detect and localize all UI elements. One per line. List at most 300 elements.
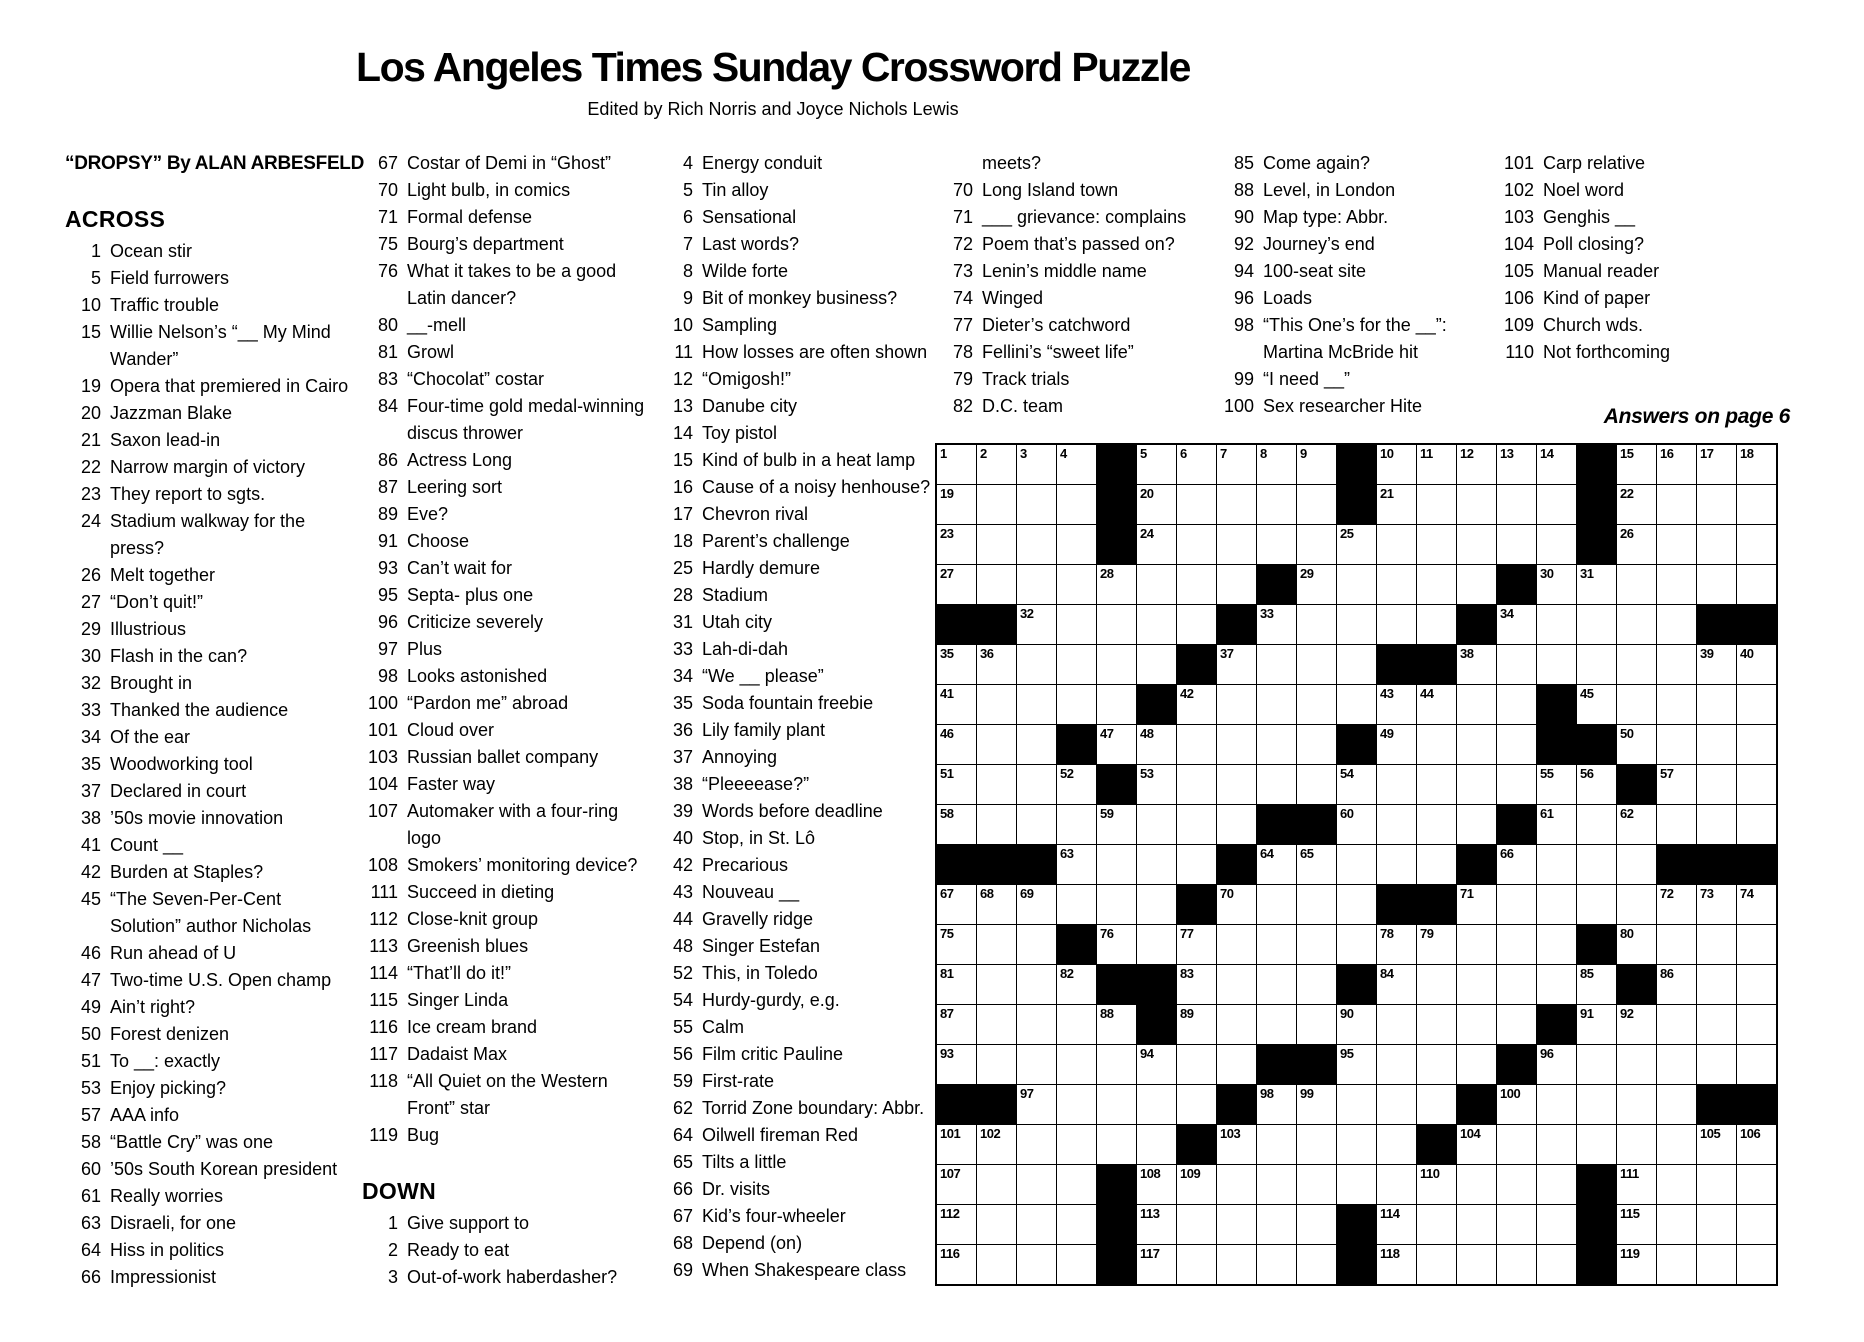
clue-text: Hurdy-gurdy, e.g. (702, 990, 840, 1010)
grid-cell-number: 23 (940, 526, 954, 541)
grid-cell (1457, 1125, 1496, 1164)
grid-cell (977, 805, 1016, 844)
clue-down-82 (937, 393, 1229, 420)
grid-cell (977, 525, 1016, 564)
grid-cell (1137, 845, 1176, 884)
grid-cell (1137, 445, 1176, 484)
clue-number: 118 (369, 1071, 398, 1091)
clue-number: 5 (90, 268, 101, 288)
grid-cell-number: 2 (980, 446, 987, 461)
grid-cell-number: 97 (1020, 1086, 1034, 1101)
clue-number: 79 (952, 369, 973, 389)
grid-cell-black (1417, 645, 1456, 684)
clue-number: 38 (80, 808, 101, 828)
clue-text: Bit of monkey business? (702, 288, 898, 308)
clue-number: 78 (952, 342, 973, 362)
clue-number: 117 (369, 1044, 398, 1064)
grid-cell (937, 805, 976, 844)
clue-text: Torrid Zone boundary: Abbr. (702, 1098, 925, 1118)
grid-cell (1017, 565, 1056, 604)
grid-cell-number: 44 (1420, 686, 1434, 701)
clue-text: Faster way (407, 774, 496, 794)
clue-down-103 (1498, 204, 1790, 231)
clue-number: 73 (952, 261, 973, 281)
grid-cell-number: 72 (1660, 886, 1674, 901)
clue-across-64 (65, 1237, 357, 1264)
clue-number: 102 (1503, 180, 1534, 200)
grid-cell (1577, 1045, 1616, 1084)
grid-cell-number: 107 (940, 1166, 961, 1181)
grid-cell (1417, 845, 1456, 884)
clue-down-48 (657, 933, 949, 960)
clue-text: Russian ballet company (407, 747, 599, 767)
grid-cell (1177, 965, 1216, 1004)
clue-number: 36 (672, 720, 693, 740)
grid-cell (1057, 1125, 1096, 1164)
grid-cell (1097, 1005, 1136, 1044)
grid-cell-number: 81 (940, 966, 954, 981)
clue-across-108 (362, 852, 654, 879)
clue-text: Long Island town (982, 180, 1119, 200)
grid-cell-black (1337, 725, 1376, 764)
grid-cell (1057, 965, 1096, 1004)
grid-cell (1097, 565, 1136, 604)
clue-number: 2 (387, 1240, 398, 1260)
clue-text: 100-seat site (1263, 261, 1367, 281)
grid-cell (1697, 1045, 1736, 1084)
grid-cell (1177, 685, 1216, 724)
clue-across-58 (65, 1129, 357, 1156)
clue-down-13 (657, 393, 949, 420)
grid-cell (1217, 685, 1256, 724)
clue-text: Tilts a little (702, 1152, 787, 1172)
clue-text: ’50s South Korean president (110, 1159, 338, 1179)
grid-cell (1537, 1165, 1576, 1204)
clue-number: 9 (682, 288, 693, 308)
grid-cell (1297, 485, 1336, 524)
grid-cell (937, 445, 976, 484)
grid-cell (1337, 1045, 1376, 1084)
grid-cell (1537, 925, 1576, 964)
clue-text: “The Seven-Per-Cent Solution” author Nicholas (110, 889, 312, 936)
grid-cell (1297, 1085, 1336, 1124)
grid-cell-number: 48 (1140, 726, 1154, 741)
grid-cell-black (977, 605, 1016, 644)
grid-cell-black (1257, 565, 1296, 604)
grid-cell-number: 26 (1620, 526, 1634, 541)
grid-cell-black (1137, 1005, 1176, 1044)
clue-text: Melt together (110, 565, 216, 585)
clue-down-33 (657, 636, 949, 663)
clue-text: Count __ (110, 835, 184, 855)
clue-number: 35 (80, 754, 101, 774)
grid-cell (1537, 1245, 1576, 1284)
grid-cell (1497, 965, 1536, 1004)
clue-number: 55 (672, 1017, 693, 1037)
clue-number: 109 (1503, 315, 1534, 335)
grid-cell (1177, 925, 1216, 964)
grid-cell (1457, 925, 1496, 964)
clue-text: Choose (407, 531, 470, 551)
clue-text: They report to sgts. (110, 484, 266, 504)
grid-cell (1377, 445, 1416, 484)
clue-down-14 (657, 420, 949, 447)
grid-cell (1137, 525, 1176, 564)
grid-cell (1697, 885, 1736, 924)
clue-text: Winged (982, 288, 1044, 308)
grid-cell (1337, 525, 1376, 564)
clue-across-32 (65, 670, 357, 697)
clue-text: Precarious (702, 855, 789, 875)
clue-text: Kind of bulb in a heat lamp (702, 450, 916, 470)
clue-text: Can’t wait for (407, 558, 513, 578)
grid-cell (1297, 1245, 1336, 1284)
grid-cell (1657, 605, 1696, 644)
clue-text: “Pleeeease?” (702, 774, 810, 794)
grid-cell (1177, 445, 1216, 484)
clue-down-17 (657, 501, 949, 528)
clue-number: 53 (80, 1078, 101, 1098)
grid-cell (1097, 645, 1136, 684)
grid-cell (1617, 685, 1656, 724)
grid-cell (937, 1125, 976, 1164)
grid-cell (1577, 845, 1616, 884)
grid-cell-black (1457, 605, 1496, 644)
grid-cell (1657, 1045, 1696, 1084)
clue-down-62 (657, 1095, 949, 1122)
clue-text: Flash in the can? (110, 646, 248, 666)
clue-number: 17 (672, 504, 693, 524)
grid-cell-black (1577, 445, 1616, 484)
clue-number: 65 (672, 1152, 693, 1172)
grid-cell-number: 82 (1060, 966, 1074, 981)
clue-text: Poem that’s passed on? (982, 234, 1175, 254)
grid-cell (1377, 1205, 1416, 1244)
grid-cell (1217, 925, 1256, 964)
grid-cell (1657, 645, 1696, 684)
grid-cell (1057, 1245, 1096, 1284)
grid-cell (1257, 445, 1296, 484)
grid-cell (1457, 885, 1496, 924)
grid-cell (1657, 925, 1696, 964)
grid-cell (1617, 1005, 1656, 1044)
grid-cell-number: 78 (1380, 926, 1394, 941)
grid-cell (1177, 525, 1216, 564)
clue-down-90 (1218, 204, 1510, 231)
clue-text: Dadaist Max (407, 1044, 508, 1064)
grid-cell (1337, 565, 1376, 604)
clue-text: Succeed in dieting (407, 882, 555, 902)
clue-across-87 (362, 474, 654, 501)
grid-cell (1657, 485, 1696, 524)
clue-text: Singer Linda (407, 990, 509, 1010)
grid-cell (1577, 1125, 1616, 1164)
grid-cell (1137, 565, 1176, 604)
clue-across-21 (65, 427, 357, 454)
grid-cell-number: 40 (1740, 646, 1754, 661)
grid-cell-number: 12 (1460, 446, 1474, 461)
clue-text: __-mell (407, 315, 467, 335)
clue-down-42 (657, 852, 949, 879)
grid-cell (1257, 525, 1296, 564)
grid-cell (1337, 1125, 1376, 1164)
clue-text: Cloud over (407, 720, 495, 740)
clue-text: Leering sort (407, 477, 503, 497)
grid-cell (1297, 765, 1336, 804)
grid-cell (937, 925, 976, 964)
clue-across-84 (362, 393, 654, 447)
grid-cell-number: 3 (1020, 446, 1027, 461)
grid-cell-number: 43 (1380, 686, 1394, 701)
clue-text: Annoying (702, 747, 778, 767)
grid-cell (1617, 1165, 1656, 1204)
clue-number: 46 (80, 943, 101, 963)
grid-cell (937, 885, 976, 924)
grid-cell (1537, 765, 1576, 804)
grid-cell (1097, 605, 1136, 644)
clue-number: 81 (377, 342, 398, 362)
grid-cell-number: 71 (1460, 886, 1474, 901)
clue-text: Oilwell fireman Red (702, 1125, 859, 1145)
grid-cell (1497, 485, 1536, 524)
grid-cell-number: 91 (1580, 1006, 1594, 1021)
grid-cell-number: 76 (1100, 926, 1114, 941)
clue-text: Formal defense (407, 207, 533, 227)
grid-cell (1617, 805, 1656, 844)
grid-cell-number: 89 (1180, 1006, 1194, 1021)
clue-down-38 (657, 771, 949, 798)
grid-cell (977, 685, 1016, 724)
grid-cell-number: 51 (940, 766, 954, 781)
clue-text: When Shakespeare class (702, 1260, 907, 1280)
grid-cell (1017, 605, 1056, 644)
grid-cell-number: 65 (1300, 846, 1314, 861)
grid-cell-black (1417, 885, 1456, 924)
clue-number: 7 (682, 234, 693, 254)
grid-cell (1737, 445, 1776, 484)
grid-cell (1417, 485, 1456, 524)
clue-number: 68 (672, 1233, 693, 1253)
clue-down-10 (657, 312, 949, 339)
grid-cell (1137, 765, 1176, 804)
grid-cell (1137, 725, 1176, 764)
grid-cell (1577, 885, 1616, 924)
grid-cell-black (1457, 1085, 1496, 1124)
grid-cell-black (1537, 725, 1576, 764)
grid-cell (1097, 805, 1136, 844)
grid-cell-number: 16 (1660, 446, 1674, 461)
grid-cell-number: 110 (1420, 1166, 1440, 1181)
grid-cell (1537, 1085, 1576, 1124)
grid-cell (1457, 685, 1496, 724)
grid-cell (1417, 1245, 1456, 1284)
grid-cell-number: 36 (980, 646, 994, 661)
clue-text: Traffic trouble (110, 295, 220, 315)
clue-number: 18 (672, 531, 693, 551)
clue-number: 29 (80, 619, 101, 639)
clue-down-92 (1218, 231, 1510, 258)
grid-cell (1377, 725, 1416, 764)
grid-cell (1497, 885, 1536, 924)
page-header (0, 44, 1546, 120)
grid-cell-black (1537, 1005, 1576, 1044)
clue-text: Singer Estefan (702, 936, 821, 956)
clue-number: 33 (672, 639, 693, 659)
grid-cell-number: 17 (1700, 446, 1714, 461)
clue-number: 66 (672, 1179, 693, 1199)
grid-cell (1057, 445, 1096, 484)
clue-down-3 (362, 1264, 654, 1291)
clue-text: Jazzman Blake (110, 403, 233, 423)
grid-cell-black (1337, 485, 1376, 524)
grid-cell (1297, 1205, 1336, 1244)
clue-across-24 (65, 508, 357, 562)
grid-cell-number: 108 (1140, 1166, 1161, 1181)
clue-down-34 (657, 663, 949, 690)
grid-cell (1137, 805, 1176, 844)
clue-text: Calm (702, 1017, 745, 1037)
clue-across-47 (65, 967, 357, 994)
clue-number: 3 (387, 1267, 398, 1287)
grid-cell-number: 46 (940, 726, 954, 741)
clue-number: 85 (1233, 153, 1254, 173)
clue-text: Soda fountain freebie (702, 693, 874, 713)
clue-text: Last words? (702, 234, 800, 254)
grid-cell-black (977, 845, 1016, 884)
grid-cell (977, 485, 1016, 524)
clue-number: 37 (80, 781, 101, 801)
grid-cell-black (1457, 845, 1496, 884)
clue-text: Light bulb, in comics (407, 180, 571, 200)
clue-number: 24 (80, 511, 101, 531)
grid-cell (937, 1045, 976, 1084)
grid-cell-number: 111 (1620, 1166, 1639, 1181)
grid-cell (1697, 725, 1736, 764)
grid-cell (1097, 1125, 1136, 1164)
clue-across-51 (65, 1048, 357, 1075)
grid-cell (1737, 1165, 1776, 1204)
clue-across-116 (362, 1014, 654, 1041)
clue-down-4 (657, 150, 949, 177)
clue-number: 42 (80, 862, 101, 882)
grid-cell (1217, 645, 1256, 684)
grid-cell-number: 103 (1220, 1126, 1241, 1141)
grid-cell (1297, 1005, 1336, 1044)
clue-number: 115 (369, 990, 398, 1010)
clue-text: “Battle Cry” was one (110, 1132, 274, 1152)
clue-text: Depend (on) (702, 1233, 803, 1253)
grid-cell-number: 35 (940, 646, 954, 661)
clue-text: Ain’t right? (110, 997, 196, 1017)
clue-text: Smokers’ monitoring device? (407, 855, 638, 875)
grid-cell-number: 19 (940, 486, 954, 501)
grid-cell (1377, 765, 1416, 804)
clue-down-64 (657, 1122, 949, 1149)
grid-cell-number: 75 (940, 926, 954, 941)
grid-cell (1017, 1245, 1056, 1284)
clue-text: Bourg’s department (407, 234, 564, 254)
clue-text: Eve? (407, 504, 449, 524)
grid-cell-black (937, 845, 976, 884)
grid-cell (1417, 1165, 1456, 1204)
clue-number: 98 (1233, 315, 1254, 335)
grid-cell-number: 87 (940, 1006, 954, 1021)
clue-down-98 (1218, 312, 1510, 366)
grid-cell (1497, 765, 1536, 804)
grid-cell (1177, 765, 1216, 804)
clue-down-1 (362, 1210, 654, 1237)
clue-across-49 (65, 994, 357, 1021)
clue-text: Stop, in St. Lô (702, 828, 816, 848)
grid-cell-number: 66 (1500, 846, 1514, 861)
clue-across-93 (362, 555, 654, 582)
clue-down-105 (1498, 258, 1790, 285)
clue-text: Track trials (982, 369, 1070, 389)
clue-across-30 (65, 643, 357, 670)
clue-number: 57 (80, 1105, 101, 1125)
grid-cell-number: 99 (1300, 1086, 1314, 1101)
grid-cell-number: 53 (1140, 766, 1154, 781)
grid-cell-black (1697, 605, 1736, 644)
grid-cell (1297, 1165, 1336, 1204)
clue-down-54 (657, 987, 949, 1014)
grid-cell (1457, 1245, 1496, 1284)
clue-number: 4 (682, 153, 693, 173)
grid-cell-number: 47 (1100, 726, 1114, 741)
grid-cell (1417, 965, 1456, 1004)
clue-across-98 (362, 663, 654, 690)
grid-cell-number: 27 (940, 566, 954, 581)
clue-number: 6 (682, 207, 693, 227)
grid-cell-number: 86 (1660, 966, 1674, 981)
grid-cell (1297, 525, 1336, 564)
grid-cell (1417, 1005, 1456, 1044)
clue-number: 107 (367, 801, 398, 821)
clue-column-2 (362, 150, 654, 1291)
page-title: Los Angeles Times Sunday Crossword Puzzle (356, 44, 1190, 90)
grid-cell (1257, 1085, 1296, 1124)
grid-cell-number: 1 (940, 446, 947, 461)
grid-cell (1537, 485, 1576, 524)
grid-cell (1697, 445, 1736, 484)
clue-text: Church wds. (1543, 315, 1644, 335)
grid-cell (1017, 1045, 1056, 1084)
grid-cell (1017, 765, 1056, 804)
grid-cell (1497, 725, 1536, 764)
grid-cell (1737, 925, 1776, 964)
clue-down-31 (657, 609, 949, 636)
clue-number: 86 (377, 450, 398, 470)
grid-cell (1177, 845, 1216, 884)
clue-number: 76 (377, 261, 398, 281)
clue-text: Brought in (110, 673, 193, 693)
grid-cell (1577, 805, 1616, 844)
clue-text: This, in Toledo (702, 963, 818, 983)
grid-cell (1617, 1205, 1656, 1244)
clue-across-46 (65, 940, 357, 967)
grid-cell-number: 6 (1180, 446, 1187, 461)
grid-cell (1217, 965, 1256, 1004)
grid-cell (1217, 1165, 1256, 1204)
clue-across-119 (362, 1122, 654, 1149)
grid-cell (1057, 565, 1096, 604)
clue-number: 50 (80, 1024, 101, 1044)
grid-cell-black (1417, 1125, 1456, 1164)
clue-number: 88 (1233, 180, 1254, 200)
grid-cell-number: 104 (1460, 1126, 1481, 1141)
grid-cell (1297, 605, 1336, 644)
clue-number: 98 (377, 666, 398, 686)
